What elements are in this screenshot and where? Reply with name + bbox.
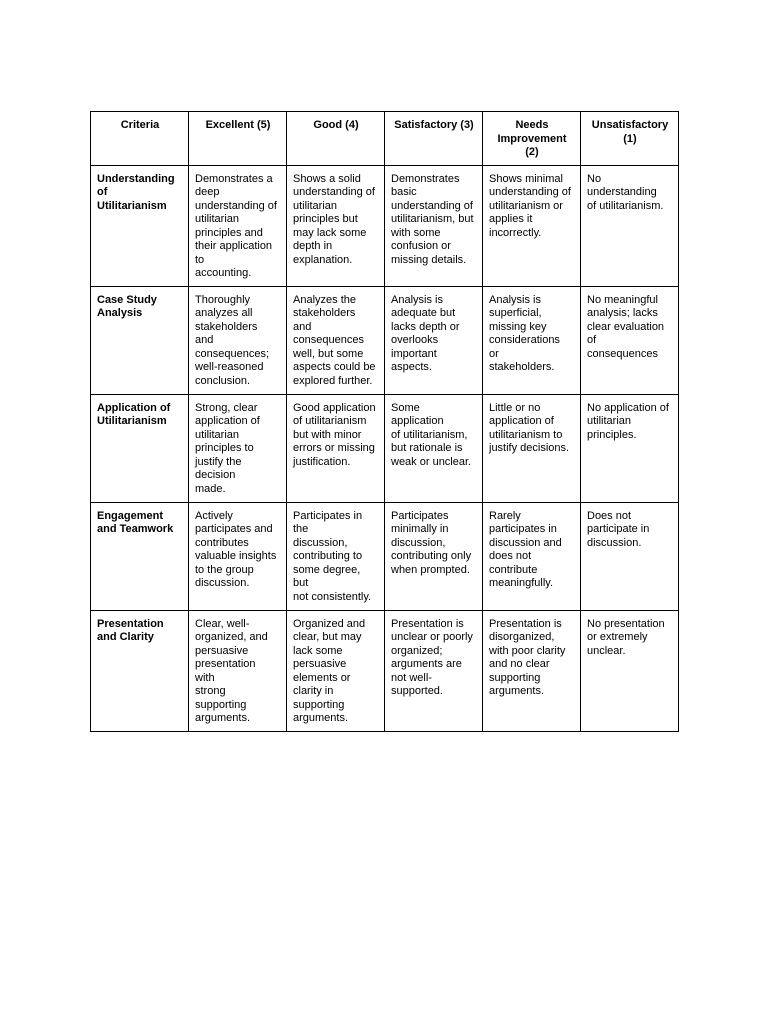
table-row [91,610,679,731]
rubric-cell: Demonstrates a deep understanding of utilitarian principles and their application to accounting. [189,165,287,286]
criteria-cell: Understanding of Utilitarianism [91,165,189,286]
table-row [91,502,679,610]
rubric-cell: No presentation or extremely unclear. [581,610,679,731]
header-good: Good (4) [287,112,385,166]
rubric-cell: Analyzes the stakeholders and consequences well, but some aspects could be explored further. [287,286,385,394]
rubric-cell: Thoroughly analyzes all stakeholders and consequences; well-reasoned conclusion. [189,286,287,394]
rubric-cell: Rarely participates in discussion and does not contribute meaningfully. [483,502,581,610]
rubric-cell: Presentation is unclear or poorly organized; arguments are not well- supported. [385,610,483,731]
table-row [91,394,679,502]
rubric-cell: Good application of utilitarianism but with minor errors or missing justification. [287,394,385,502]
criteria-cell: Engagement and Teamwork [91,502,189,610]
table-row [91,286,679,394]
header-unsatisfactory: Unsatisfactory (1) [581,112,679,166]
rubric-cell: Analysis is superficial, missing key considerations or stakeholders. [483,286,581,394]
rubric-cell: Shows a solid understanding of utilitarian principles but may lack some depth in explanation. [287,165,385,286]
rubric-cell: No meaningful analysis; lacks clear evaluation of consequences [581,286,679,394]
rubric-cell: Clear, well- organized, and persuasive presentation with strong supporting arguments. [189,610,287,731]
criteria-cell: Case Study Analysis [91,286,189,394]
rubric-cell: Participates minimally in discussion, contributing only when prompted. [385,502,483,610]
rubric-cell: Demonstrates basic understanding of utilitarianism, but with some confusion or missing details. [385,165,483,286]
rubric-cell: Shows minimal understanding of utilitarianism or applies it incorrectly. [483,165,581,286]
rubric-cell: No understanding of utilitarianism. [581,165,679,286]
rubric-cell: Little or no application of utilitarianism to justify decisions. [483,394,581,502]
rubric-cell: Actively participates and contributes valuable insights to the group discussion. [189,502,287,610]
criteria-cell: Presentation and Clarity [91,610,189,731]
rubric-cell: Organized and clear, but may lack some persuasive elements or clarity in supporting arguments. [287,610,385,731]
table-row [91,165,679,286]
criteria-cell: Application of Utilitarianism [91,394,189,502]
header-needs-improvement: Needs Improvement (2) [483,112,581,166]
header-excellent: Excellent (5) [189,112,287,166]
rubric-cell: No application of utilitarian principles. [581,394,679,502]
rubric-cell: Presentation is disorganized, with poor clarity and no clear supporting arguments. [483,610,581,731]
rubric-table [90,111,679,732]
rubric-cell: Does not participate in discussion. [581,502,679,610]
rubric-cell: Some application of utilitarianism, but rationale is weak or unclear. [385,394,483,502]
header-satisfactory: Satisfactory (3) [385,112,483,166]
rubric-cell: Strong, clear application of utilitarian principles to justify the decision made. [189,394,287,502]
rubric-cell: Participates in the discussion, contributing to some degree, but not consistently. [287,502,385,610]
header-row [91,112,679,166]
rubric-cell: Analysis is adequate but lacks depth or overlooks important aspects. [385,286,483,394]
header-criteria: Criteria [91,112,189,166]
